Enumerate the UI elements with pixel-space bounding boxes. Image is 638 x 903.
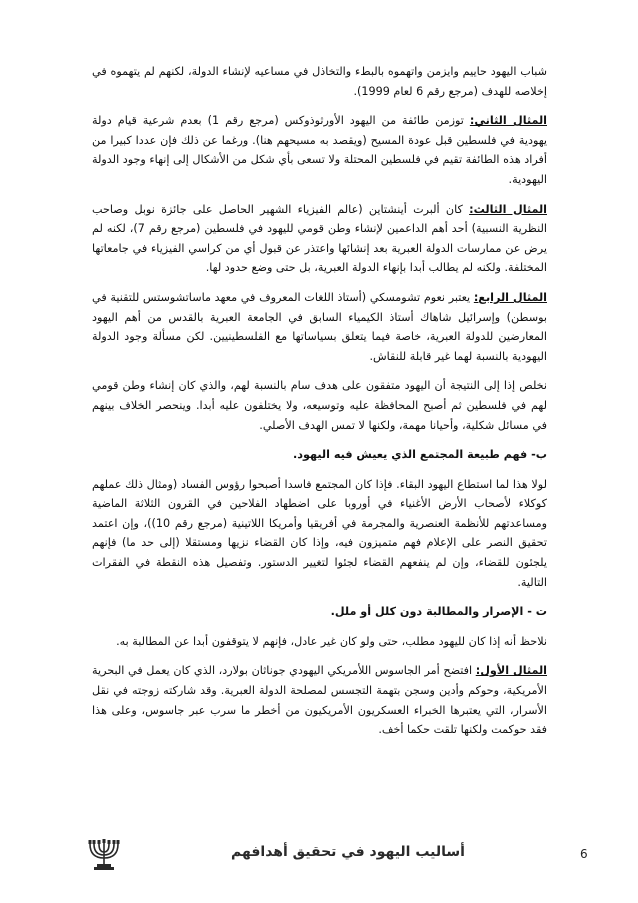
- paragraph-1: [92, 62, 547, 101]
- section-c-text: نلاحظ أنه إذا كان لليهود مطلب، حتى ولو كان غير عادل، فإنهم لا يتوقفون أبدا عن المطالبة به.: [116, 634, 547, 648]
- example-1-paragraph: [92, 661, 547, 739]
- example-3-paragraph: [92, 200, 547, 278]
- section-b-heading: ب- فهم طبيعة المجتمع الذي يعيش فيه اليهود.: [292, 448, 547, 462]
- example-4-paragraph: [92, 288, 547, 366]
- example-3-label: المثال الثالث:: [469, 202, 547, 216]
- example-2-paragraph: [92, 111, 547, 189]
- document-body: [92, 62, 547, 750]
- example-2-text: توزمن طائفة من اليهود الأورثوذوكس (مرجع رقم 1) بعدم شرعية قيام دولة يهودية في فلسطين قبل عودة المسيح (ويقصد به مسيحهم هنا). ورغما عن ذلك فإن عددا كبيرا من أفراد هذه الطائفة تقيم في فلسطين المحتلة ولا تسعى بأي شكل من الأشكال إلى إنهاء وجود الدولة اليهودية.: [92, 114, 547, 186]
- example-2-label: المثال الثاني:: [469, 114, 547, 128]
- paragraph-1-text: شباب اليهود حاييم وايزمن واتهموه بالبطء والتخاذل في مساعيه لإنشاء الدولة، لكنهم لم يتهموه في إخلاصه للهدف (مرجع رقم 6 لعام 1999).: [92, 65, 547, 98]
- example-4-text: يعتبر نعوم تشومسكي (أستاذ اللغات المعروف في معهد ماساتشوستس للتقنية في بوسطن) وإسرائيل شاهاك أستاذ الكيمياء السابق في الجامعة العبرية بالقدس من أهم اليهود المعارضين للدولة العبرية، خاصة فيما يتعلق بسياساتها مع الفلسطينيين. لكن مسألة وجود الدولة اليهودية بالنسبة لهما غير قابلة للنقاش.: [92, 290, 547, 363]
- section-b-text: لولا هذا لما استطاع اليهود البقاء. فإذا كان المجتمع فاسدا أصبحوا رؤوس الفساد (ومثال ذلك عملهم كوكلاء لأصحاب الأرض الأغنياء في أوروبا على اضطهاد الفلاحين في القرون الثلاثة الماضية ومساعدتهم للأنظمة العنصرية والمجرمة في أفريقيا وأمريكا اللاتينية (مرجع رقم 10))، وإن اعتمد تحقيق النصر على الإعلام فهم متميزون فيه، وإذا كان القضاء نزيها ومستقلا (إلى حد ما) فإنهم يلجئون للقضاء، وإن لم ينفعهم القضاء لجئوا لتغيير الدستور. وتفصيل هذه النقطة في الفقرات التالية.: [92, 477, 547, 589]
- page-number: 6: [580, 847, 588, 861]
- footer-title: أساليب اليهود في تحقيق أهدافهم: [231, 844, 465, 860]
- example-1-label: المثال الأول:: [475, 664, 547, 678]
- section-c-paragraph: [92, 632, 547, 652]
- conclusion-paragraph: [92, 376, 547, 435]
- example-3-text: كان ألبرت أينشتاين (عالم الفيزياء الشهير الحاصل على جائزة نوبل وصاحب النظرية النسبية) أحد أهم الداعمين لإنشاء وطن قومي لليهود في فلسطين (مرجع رقم 7)، لكنه لم يرض عن ممارسات الدولة العبرية بعد إنشائها واعتذر عن قبول أي من كراسي الفيزياء في جامعاتها المختلفة. ولكنه لم يطالب أبدا بإنهاء الدولة العبرية، بل حتى وضع حدود لها.: [92, 202, 547, 275]
- menorah-icon: [84, 838, 124, 872]
- example-4-label: المثال الرابع:: [473, 290, 547, 304]
- section-c-heading: ت - الإصرار والمطالبة دون كلل أو ملل.: [330, 605, 547, 619]
- example-1-text: افتضح أمر الجاسوس اللأمريكي اليهودي جوناثان بولارد، الذي كان يعمل في البحرية الأمريكية، وحوكم وأدين وسجن بتهمة التجسس لمصلحة الدولة العبرية. وقد شاركته زوجته في نقل الأسرار، التي يعتبرها الخبراء العسكريون الأمريكيون من أخطر ما سرب عبر جاسوس، وعلى هذا فقد حوكمت ولكنها تلقت حكما أخف.: [92, 664, 547, 737]
- section-b-paragraph: [92, 475, 547, 593]
- page-footer: [0, 838, 638, 878]
- conclusion-text: نخلص إذا إلى النتيجة أن اليهود متفقون على هدف سام بالنسبة لهم، والذي كان إنشاء وطن قومي لهم في فلسطين ثم أصبح المحافظة عليه وتوسيعه، ولا يختلفون عليه أبدا. وينحصر الخلاف بينهم في مسائل شكلية، وأحيانا مهمة، ولكنها لا تمس الهدف الأصلي.: [92, 379, 547, 432]
